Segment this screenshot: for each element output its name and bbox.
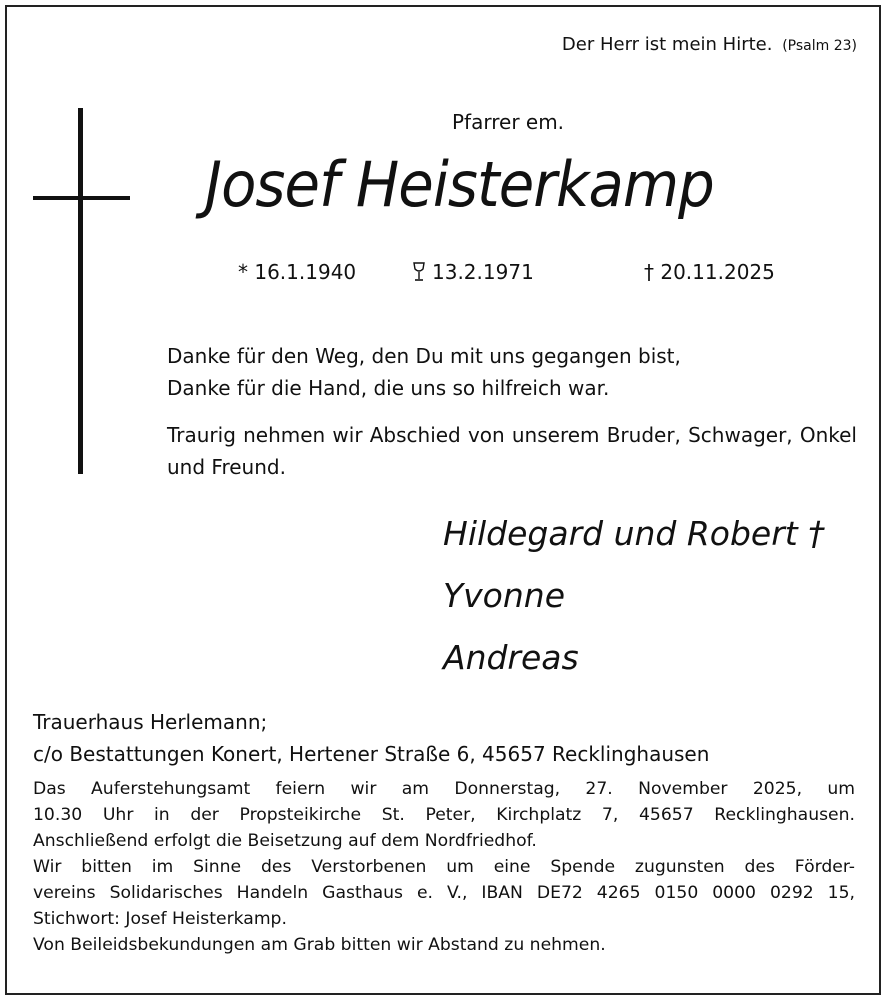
motto-reference: (Psalm 23) (782, 38, 857, 54)
address-line: Trauerhaus Herlemann; (33, 710, 268, 734)
info-line: Wir bitten im Sinne des Verstorbenen um eine Spende zugunsten des Förder- (33, 857, 855, 877)
farewell-text: Traurig nehmen wir Abschied von unserem Bruder, Schwager, Onkel und Freund. (167, 423, 857, 479)
info-line: Anschließend erfolgt die Beisetzung auf dem Nordfriedhof. (33, 831, 537, 851)
motto (562, 34, 857, 55)
poem-line: Danke für den Weg, den Du mit uns gegangen bist, (167, 344, 681, 368)
mourning-house-address (33, 706, 863, 770)
deceased-title: Pfarrer em. (452, 110, 565, 134)
mourner-name: Hildegard und Robert † (443, 514, 825, 553)
death-date: † 20.11.2025 (644, 260, 775, 284)
birth-date: * 16.1.1940 (238, 260, 357, 284)
ordination-date-row (412, 260, 534, 284)
info-line: 10.30 Uhr in der Propsteikirche St. Peter, Kirchplatz 7, 45657 Recklinghausen. (33, 805, 855, 825)
motto-text: Der Herr ist mein Hirte. (561, 34, 773, 55)
info-line: Stichwort: Josef Heisterkamp. (33, 909, 287, 929)
deceased-name: Josef Heisterkamp (205, 148, 714, 221)
poem-line: Danke für die Hand, die uns so hilfreich war. (167, 376, 610, 400)
cross-icon-horizontal (33, 196, 130, 200)
service-information (33, 776, 855, 958)
mourner-name: Andreas (443, 638, 579, 677)
info-line: Von Beileidsbekundungen am Grab bitten wir Abstand zu nehmen. (33, 935, 606, 955)
poem (167, 340, 857, 404)
cross-icon-vertical (78, 108, 83, 474)
mourner-name: Yvonne (443, 576, 566, 615)
info-line: vereins Solidarisches Handeln Gasthaus e. V., IBAN DE72 4265 0150 0000 0292 15, (33, 883, 855, 903)
chalice-icon (412, 262, 426, 282)
address-line: c/o Bestattungen Konert, Hertener Straße 6, 45657 Recklinghausen (33, 742, 710, 766)
ordination-date: 13.2.1971 (432, 260, 534, 284)
info-line: Das Auferstehungsamt feiern wir am Donnerstag, 27. November 2025, um (33, 779, 855, 799)
